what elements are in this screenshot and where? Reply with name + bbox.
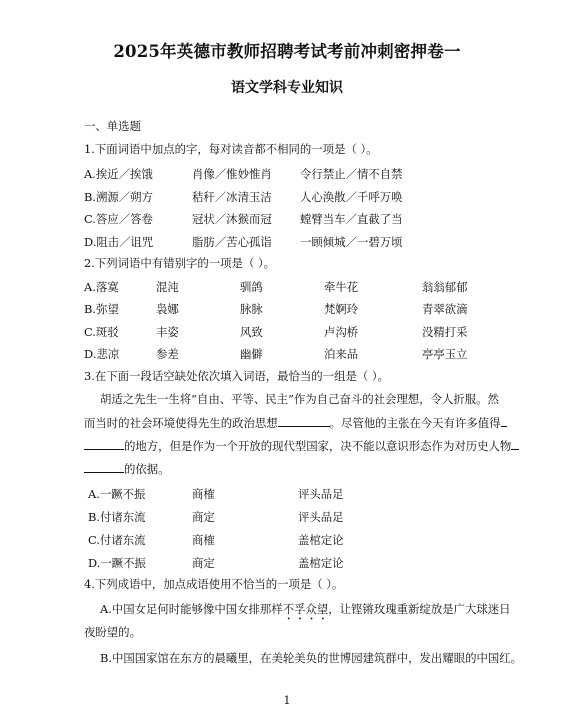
q3-passage-text5: 的依据。 xyxy=(124,462,170,476)
q2-option-d-w1: D.悲凉 xyxy=(84,347,120,361)
q3-option-a-col2: 商榷 xyxy=(192,487,215,501)
q4-option-a-post: ，让铿锵玫瑰重新绽放是广大球迷日 xyxy=(328,602,511,616)
question-2-stem: 2.下列词语中有错别字的一项是（ ）。 xyxy=(84,256,276,270)
q2-option-b-w2: 袅娜 xyxy=(156,302,179,316)
q3-blank-2b xyxy=(84,438,124,450)
q2-option-a-w4: 牵牛花 xyxy=(324,280,359,294)
q4-option-b: B.中国国家馆在东方的晨曦里，在美轮美奂的世博园建筑群中，发出耀眼的中国红。 xyxy=(100,651,523,665)
q1-option-a-col2: 肖像／惟妙惟肖 xyxy=(192,167,272,181)
q1-option-c-col2: 冠状／沐猴而冠 xyxy=(192,212,272,226)
q1-option-c-col3: 螳臂当车／直截了当 xyxy=(300,212,403,226)
question-1-stem: 1.下面词语中加点的字，每对读音都不相同的一项是（ ）。 xyxy=(84,142,378,156)
q2-option-b-w3: 脉脉 xyxy=(240,302,263,316)
q3-option-c-col2: 商榷 xyxy=(192,533,215,547)
q3-blank-2a xyxy=(501,415,507,427)
q2-option-a-w1: A.落寞 xyxy=(84,280,119,294)
q2-option-c-w5: 没精打采 xyxy=(422,325,468,339)
q3-option-a-col1: A.一蹶不振 xyxy=(88,487,146,501)
q1-option-c-col1: C.答应／答卷 xyxy=(84,212,153,226)
q2-option-d-w2: 参差 xyxy=(156,347,179,361)
q3-option-d-col1: D.一蹶不振 xyxy=(88,556,146,570)
q2-option-c-w1: C.斑驳 xyxy=(84,325,119,339)
question-3-stem: 3.在下面一段话空缺处依次填入词语，最恰当的一组是（ ）。 xyxy=(84,369,389,383)
q3-option-d-col2: 商定 xyxy=(192,556,215,570)
q2-option-b-w1: B.弥望 xyxy=(84,302,119,316)
q2-option-b-w5: 青翠欲滴 xyxy=(422,302,468,316)
q2-option-a-w5: 翁翁郁郁 xyxy=(422,280,468,294)
q1-option-d-col1: D.阻击／诅咒 xyxy=(84,235,154,249)
q2-option-c-w2: 丰姿 xyxy=(156,325,179,339)
q1-option-b-col2: 秸秆／冰清玉洁 xyxy=(192,190,272,204)
q3-option-b-col1: B.付诸东流 xyxy=(88,510,146,524)
q3-option-a-col3: 评头品足 xyxy=(298,487,344,501)
q2-option-b-w4: 梵婀玲 xyxy=(324,302,359,316)
q2-option-d-w3: 幽僻 xyxy=(240,347,263,361)
q3-blank-3a xyxy=(511,438,519,450)
q4-option-a-line1 xyxy=(100,602,511,623)
page-number: 1 xyxy=(283,694,291,707)
q3-passage-text2: 而当时的社会环境使得先生的政治思想 xyxy=(84,416,278,430)
q1-option-a-col3: 令行禁止／情不自禁 xyxy=(300,167,403,181)
q3-option-c-col3: 盖棺定论 xyxy=(298,533,344,547)
q2-option-c-w3: 风致 xyxy=(240,325,263,339)
section-heading: 一、单选题 xyxy=(84,119,141,133)
q3-option-d-col3: 盖棺定论 xyxy=(298,556,344,570)
q1-option-d-col3: 一顾倾城／一碧万顷 xyxy=(300,235,403,249)
q3-option-b-col2: 商定 xyxy=(192,510,215,524)
q4-option-a-dotted-idiom: 不孚众望 xyxy=(282,602,329,616)
q3-passage-text4: 的地方，但是作为一个开放的现代型国家，决不能以意识形态作为对历史人物 xyxy=(124,439,512,453)
q4-option-a-pre: A.中国女足何时能够像中国女排那样 xyxy=(100,602,283,616)
q3-blank-1 xyxy=(278,415,330,427)
q1-option-b-col1: B.溯源／朔方 xyxy=(84,190,153,204)
q3-passage-text3: 。尽管他的主张在今天有许多值得 xyxy=(329,416,501,430)
q2-option-d-w4: 泊来品 xyxy=(324,347,359,361)
q3-blank-3b xyxy=(84,461,124,473)
q1-option-a-col1: A.挨近／挨饿 xyxy=(84,167,153,181)
q1-option-d-col2: 脂肪／苦心孤诣 xyxy=(192,235,272,249)
q3-option-c-col1: C.付诸东流 xyxy=(88,533,146,547)
q4-option-a-line2: 夜盼望的。 xyxy=(84,625,141,639)
question-4-stem: 4.下列成语中，加点成语使用不恰当的一项是（ ）。 xyxy=(84,577,344,591)
q3-passage-line4 xyxy=(84,461,170,476)
q2-option-a-w2: 混沌 xyxy=(156,280,179,294)
document-title: 2025年英德市教师招聘考试考前冲刺密押卷一 xyxy=(113,42,461,61)
document-subtitle: 语文学科专业知识 xyxy=(231,80,343,96)
q2-option-a-w3: 驯鸽 xyxy=(240,280,263,294)
q2-option-c-w4: 卢沟桥 xyxy=(324,325,359,339)
q1-option-b-col3: 人心涣散／千呼万唤 xyxy=(300,190,403,204)
q3-passage-line1: 胡适之先生一生将“自由、平等、民主”作为自己奋斗的社会理想，令人折服。然 xyxy=(100,392,499,406)
q3-passage-line3 xyxy=(84,438,519,453)
q2-option-d-w5: 亭亭玉立 xyxy=(422,347,468,361)
q3-option-b-col3: 评头品足 xyxy=(298,510,344,524)
q3-passage-line2 xyxy=(84,415,507,430)
